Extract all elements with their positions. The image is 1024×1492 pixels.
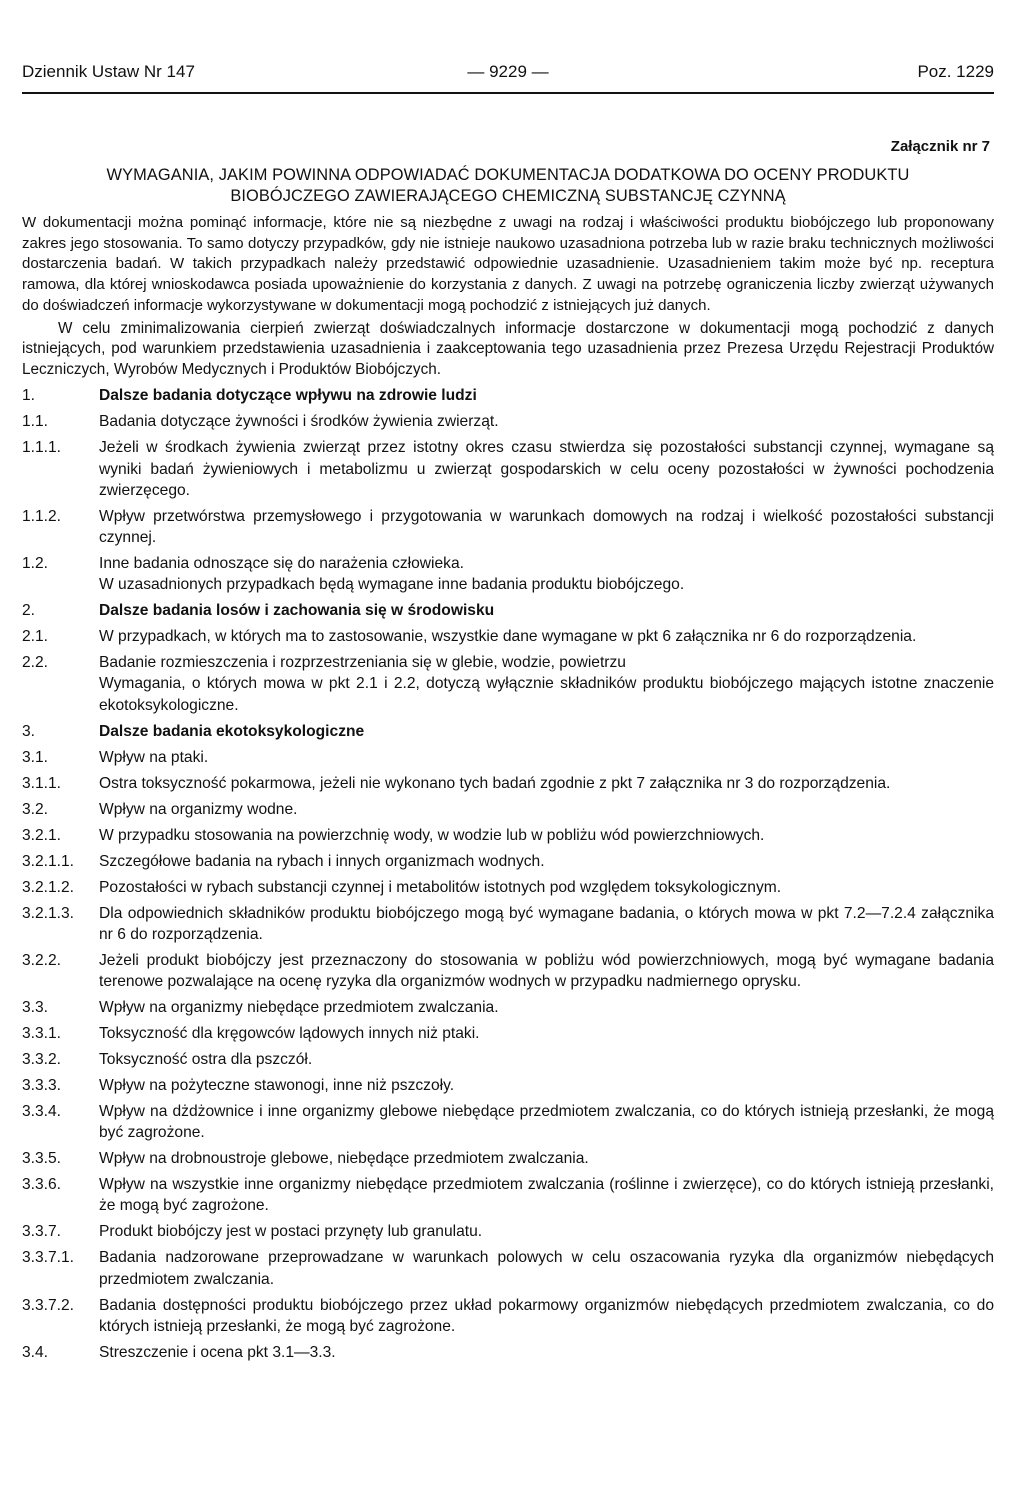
list-item bbox=[22, 1075, 994, 1096]
item-text-line: Jeżeli produkt biobójczy jest przeznaczony do stosowania w pobliżu wód powierzchniowych, mogą być wymagane badania terenowe pozwalające na ocenę ryzyka dla organizmów wodnych w przypadku nadmiernego oprysku. bbox=[99, 951, 994, 991]
item-text bbox=[99, 1221, 994, 1242]
item-text-line: Jeżeli w środkach żywienia zwierząt przez istotny okres czasu stwierdza się pozostałości substancji czynnej, wymagane są wyniki badań żywieniowych i metabolizmu u zwierząt gospodarskich w celu oceny pozostałości w żywności pochodzenia zwierzęcego. bbox=[99, 439, 994, 499]
item-text-line: Badania dotyczące żywności i środków żywienia zwierząt. bbox=[99, 413, 499, 431]
item-number: 2.2. bbox=[22, 654, 49, 672]
item-text bbox=[99, 1148, 994, 1169]
item-text bbox=[99, 851, 994, 872]
item-text-line: Wpływ na ptaki. bbox=[99, 748, 209, 766]
item-text bbox=[99, 877, 994, 898]
item-number: 3.3.7. bbox=[22, 1223, 62, 1241]
item-text-line: Dalsze badania ekotoksykologiczne bbox=[99, 722, 365, 740]
item-text-line: Dalsze badania dotyczące wpływu na zdrowie ludzi bbox=[99, 387, 477, 405]
item-text bbox=[99, 1023, 994, 1044]
item-text-line: Toksyczność dla kręgowców lądowych innych niż ptaki. bbox=[99, 1025, 480, 1043]
item-text-continuation: W uzasadnionych przypadkach będą wymagane inne badania produktu biobójczego. bbox=[99, 576, 685, 594]
list-item bbox=[22, 773, 994, 794]
item-text-line: Dla odpowiednich składników produktu biobójczego mogą być wymagane badania, o których mowa w pkt 7.2—7.2.4 załącznika nr 6 do rozporządzenia. bbox=[99, 904, 994, 943]
running-header bbox=[22, 62, 994, 86]
item-text-line: Inne badania odnoszące się do narażenia człowieka. bbox=[99, 555, 464, 573]
list-item bbox=[22, 903, 994, 945]
item-text-line: W przypadkach, w których ma to zastosowanie, wszystkie dane wymagane w pkt 6 załącznika nr 6 do rozporządzenia. bbox=[99, 628, 917, 646]
item-number: 3.3. bbox=[22, 999, 49, 1017]
item-text-line: Wpływ na wszystkie inne organizmy niebędące przedmiotem zwalczania (roślinne i zwierzęce), co do których istnieją przesłanki, że mogą być zagrożone. bbox=[99, 1176, 994, 1215]
item-text-line: Badania dostępności produktu biobójczego przez układ pokarmowy organizmów niebędących przedmiotem zwalczania, co do których istnieją przesłanki, że mogą być zagrożone. bbox=[99, 1296, 994, 1335]
item-text bbox=[99, 903, 994, 945]
item-text bbox=[99, 950, 994, 992]
item-number: 2.1. bbox=[22, 628, 49, 646]
item-text bbox=[99, 385, 994, 406]
item-number: 1.1.1. bbox=[22, 439, 62, 457]
item-number: 3.2.2. bbox=[22, 951, 62, 969]
list-item bbox=[22, 626, 994, 647]
item-number: 1.1.2. bbox=[22, 507, 62, 525]
list-item bbox=[22, 1221, 994, 1242]
item-text bbox=[99, 721, 994, 742]
annex-label: Załącznik nr 7 bbox=[890, 138, 990, 155]
list-item bbox=[22, 950, 994, 992]
list-item bbox=[22, 437, 994, 501]
item-text bbox=[99, 506, 994, 548]
item-number: 3.3.6. bbox=[22, 1176, 62, 1194]
item-text bbox=[99, 1101, 994, 1143]
document-page bbox=[22, 62, 994, 1363]
item-number: 3.3.7.1. bbox=[22, 1249, 75, 1267]
item-text bbox=[99, 1075, 994, 1096]
item-number: 3.3.7.2. bbox=[22, 1296, 75, 1314]
item-text bbox=[99, 747, 994, 768]
item-text-line: Toksyczność ostra dla pszczół. bbox=[99, 1051, 313, 1069]
item-number: 1. bbox=[22, 387, 36, 405]
item-text-line: W przypadku stosowania na powierzchnię wody, w wodzie lub w pobliżu wód powierzchniowych. bbox=[99, 826, 765, 844]
section-heading bbox=[22, 600, 994, 621]
title-line: WYMAGANIA, JAKIM POWINNA ODPOWIADAĆ DOKUMENTACJA DODATKOWA DO OCENY PRODUKTU bbox=[106, 166, 910, 184]
list-item bbox=[22, 553, 994, 595]
list-item bbox=[22, 997, 994, 1018]
item-text bbox=[99, 626, 994, 647]
list-item bbox=[22, 1247, 994, 1289]
item-text-line: Ostra toksyczność pokarmowa, jeżeli nie wykonano tych badań zgodnie z pkt 7 załącznika nr 3 do rozporządzenia. bbox=[99, 774, 891, 792]
item-number: 3.3.2. bbox=[22, 1051, 62, 1069]
item-text-line: Pozostałości w rybach substancji czynnej i metabolitów istotnych pod względem toksykologicznym. bbox=[99, 878, 782, 896]
item-text bbox=[99, 997, 994, 1018]
item-text bbox=[99, 437, 994, 501]
journal-name: Dziennik Ustaw Nr 147 bbox=[22, 62, 195, 81]
item-text bbox=[99, 1342, 994, 1363]
list-item bbox=[22, 1101, 994, 1143]
item-text bbox=[99, 825, 994, 846]
item-text-line: Badanie rozmieszczenia i rozprzestrzeniania się w glebie, wodzie, powietrzu bbox=[99, 654, 626, 672]
list-item bbox=[22, 1148, 994, 1169]
item-text bbox=[99, 1049, 994, 1070]
item-number: 3.1. bbox=[22, 748, 49, 766]
item-number: 2. bbox=[22, 602, 36, 620]
item-text-line: Dalsze badania losów i zachowania się w środowisku bbox=[99, 602, 495, 620]
item-number: 3.2.1.2. bbox=[22, 878, 75, 896]
item-text bbox=[99, 411, 994, 432]
item-text-line: Szczegółowe badania na rybach i innych organizmach wodnych. bbox=[99, 852, 545, 870]
item-text-line: Wpływ na organizmy niebędące przedmiotem zwalczania. bbox=[99, 999, 499, 1017]
list-item bbox=[22, 1174, 994, 1216]
item-text bbox=[99, 553, 994, 595]
list-item bbox=[22, 1295, 994, 1337]
item-text bbox=[99, 799, 994, 820]
page-number: — 9229 — bbox=[467, 62, 549, 81]
item-text bbox=[99, 1174, 994, 1216]
list-item bbox=[22, 1342, 994, 1363]
list-item bbox=[22, 877, 994, 898]
item-number: 3.2.1. bbox=[22, 826, 62, 844]
item-text-line: Wpływ na dżdżownice i inne organizmy glebowe niebędące przedmiotem zwalczania, co do których istnieją przesłanki, że mogą być zagrożone. bbox=[99, 1103, 994, 1142]
item-text-line: Wpływ na organizmy wodne. bbox=[99, 800, 298, 818]
section-heading bbox=[22, 385, 994, 406]
item-number: 3.3.3. bbox=[22, 1077, 62, 1095]
item-text-line: Wpływ na drobnoustroje glebowe, niebędące przedmiotem zwalczania. bbox=[99, 1150, 589, 1168]
item-text-line: Wpływ przetwórstwa przemysłowego i przygotowania w warunkach domowych na rodzaj i wielkość pozostałości substancji czynnej. bbox=[99, 507, 994, 547]
second-paragraph: W celu zminimalizowania cierpień zwierząt doświadczalnych informacje dostarczone w dokumentacji mogą pochodzić z danych istniejących, pod warunkiem przedstawienia uzasadnienia i zaakceptowania tego uzasadnienia przez Prezesa Urzędu Rejestracji Produktów Leczniczych, Wyrobów Medycznych i Produktów Biobójczych. bbox=[22, 319, 994, 378]
list-item bbox=[22, 652, 994, 716]
item-text-line: Wpływ na pożyteczne stawonogi, inne niż pszczoły. bbox=[99, 1077, 455, 1095]
item-number: 3.2.1.3. bbox=[22, 904, 75, 922]
item-number: 3.4. bbox=[22, 1343, 49, 1361]
item-text bbox=[99, 1247, 994, 1289]
item-number: 1.2. bbox=[22, 555, 49, 573]
header-divider bbox=[22, 92, 994, 94]
list-item bbox=[22, 747, 994, 768]
list-item bbox=[22, 411, 994, 432]
item-text-line: Badania nadzorowane przeprowadzane w warunkach polowych w celu oszacowania ryzyka dla organizmów niebędących przedmiotem zwalczania. bbox=[99, 1249, 994, 1288]
item-number: 1.1. bbox=[22, 413, 49, 431]
item-number: 3.3.1. bbox=[22, 1025, 62, 1043]
item-text bbox=[99, 600, 994, 621]
item-number: 3.2.1.1. bbox=[22, 852, 75, 870]
item-number: 3.1.1. bbox=[22, 774, 62, 792]
item-number: 3.3.4. bbox=[22, 1103, 62, 1121]
list-item bbox=[22, 1023, 994, 1044]
item-text-line: Produkt biobójczy jest w postaci przynęty lub granulatu. bbox=[99, 1223, 483, 1241]
item-text bbox=[99, 773, 994, 794]
item-text-continuation: Wymagania, o których mowa w pkt 2.1 i 2.2, dotyczą wyłącznie składników produktu biobójczego mających istotne znaczenie ekotoksykologiczne. bbox=[99, 675, 994, 714]
list-item bbox=[22, 799, 994, 820]
item-number: 3.3.5. bbox=[22, 1150, 62, 1168]
item-text-line: Streszczenie i ocena pkt 3.1—3.3. bbox=[99, 1343, 336, 1361]
list-item bbox=[22, 851, 994, 872]
title-line: BIOBÓJCZEGO ZAWIERAJĄCEGO CHEMICZNĄ SUBSTANCJĘ CZYNNĄ bbox=[230, 187, 786, 205]
item-number: 3. bbox=[22, 722, 36, 740]
list-item bbox=[22, 1049, 994, 1070]
list-item bbox=[22, 825, 994, 846]
requirements-list bbox=[22, 385, 994, 1363]
item-text bbox=[99, 1295, 994, 1337]
item-number: 3.2. bbox=[22, 800, 49, 818]
intro-paragraph: W dokumentacji można pominąć informacje, które nie są niezbędne z uwagi na rodzaj i właściwości produktu biobójczego lub proponowany zakres jego stosowania. To samo dotyczy przypadków, gdy nie istnieje naukowo uzasadniona potrzeba lub w razie braku technicznych możliwości dostarczenia badań. W takich przypadkach należy przedstawić odpowiednie uzasadnienie. Uzasadnieniem takim może być np. receptura ramowa, dla której wnioskodawca posiada upoważnienie do korzystania z danych. Z uwagi na potrzebę ograniczenia liczby zwierząt używanych do doświadczeń informacje wykorzystywane w dokumentacji mogą pochodzić z istniejących już danych. bbox=[22, 214, 994, 314]
position-number: Poz. 1229 bbox=[917, 62, 994, 81]
list-item bbox=[22, 506, 994, 548]
section-heading bbox=[22, 721, 994, 742]
item-text bbox=[99, 652, 994, 716]
document-title bbox=[22, 165, 994, 207]
